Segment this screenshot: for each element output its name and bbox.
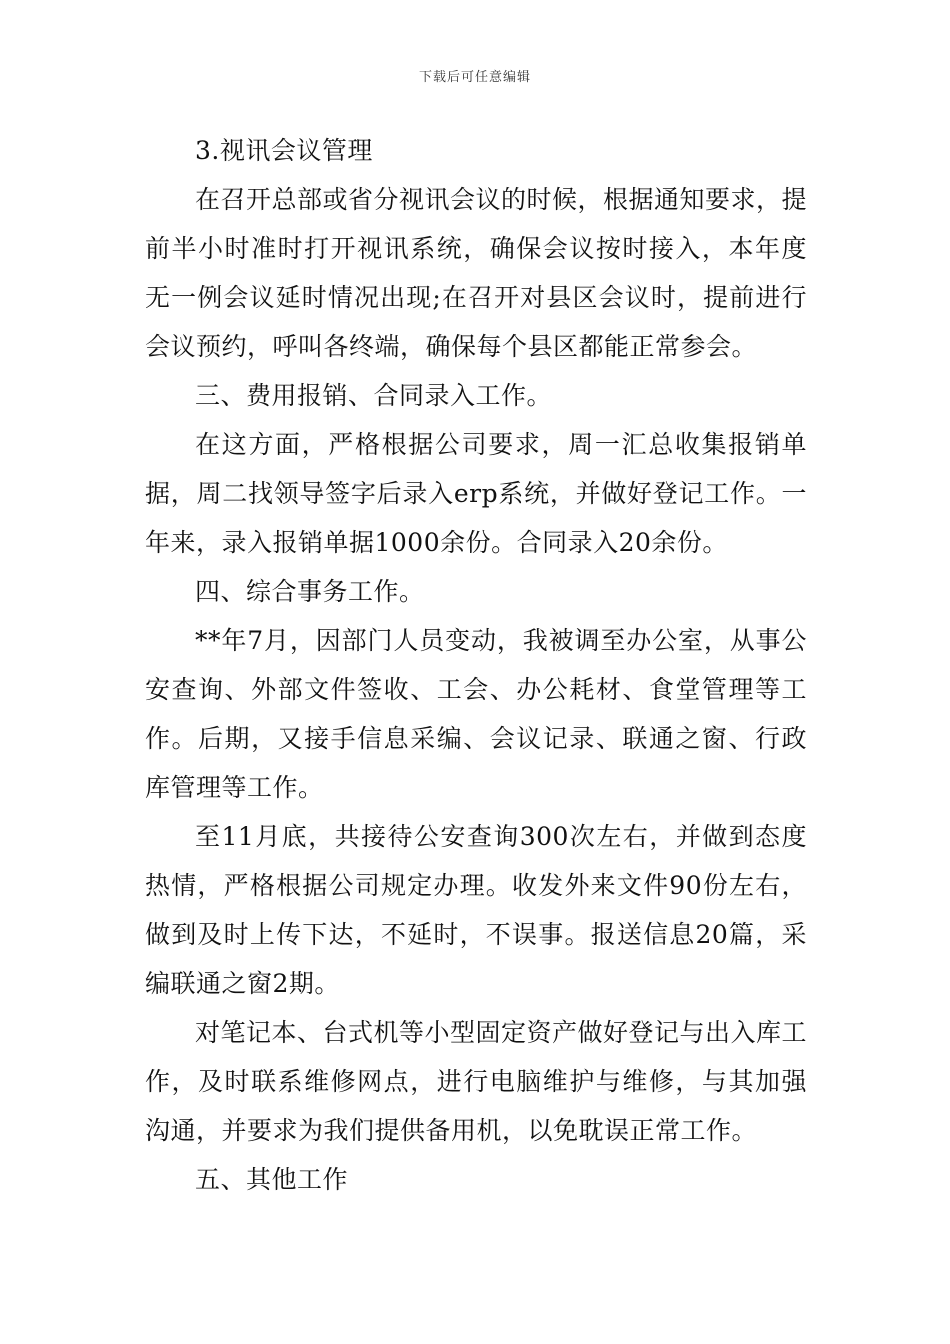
section-heading-general-affairs: 四、综合事务工作。: [195, 577, 425, 606]
paragraph-video-conference: 在召开总部或省分视讯会议的时候，根据通知要求，提前半小时准时打开视讯系统，确保会议按时接入，本年度无一例会议延时情况出现;在召开对县区会议时，提前进行会议预约，呼叫各终端，确保每个县区都能正常参会。: [145, 185, 808, 361]
paragraph-general-affairs: **年7月，因部门人员变动，我被调至办公室，从事公安查询、外部文件签收、工会、办公耗材、食堂管理等工作。后期，又接手信息采编、会议记录、联通之窗、行政库管理等工作。: [145, 626, 807, 802]
section-heading-video-conference: 3.视讯会议管理: [195, 136, 373, 165]
header-note: 下载后可任意编辑: [418, 70, 531, 85]
paragraph-expense: 在这方面，严格根据公司要求，周一汇总收集报销单据，周二找领导签字后录入erp系统，并做好登记工作。一年来，录入报销单据1000余份。合同录入20余份。: [145, 430, 807, 557]
paragraph-statistics: 至11月底，共接待公安查询300次左右，并做到态度热情，严格根据公司规定办理。收发外来文件90份左右，做到及时上传下达，不延时，不误事。报送信息20篇，采编联通之窗2期。: [145, 822, 807, 998]
paragraph-assets: 对笔记本、台式机等小型固定资产做好登记与出入库工作，及时联系维修网点，进行电脑维护与维修，与其加强沟通，并要求为我们提供备用机，以免耽误正常工作。: [145, 1018, 808, 1145]
section-heading-expense: 三、费用报销、合同录入工作。: [195, 381, 553, 410]
document-body: [145, 126, 807, 1204]
section-heading-other-work: 五、其他工作: [195, 1165, 349, 1194]
